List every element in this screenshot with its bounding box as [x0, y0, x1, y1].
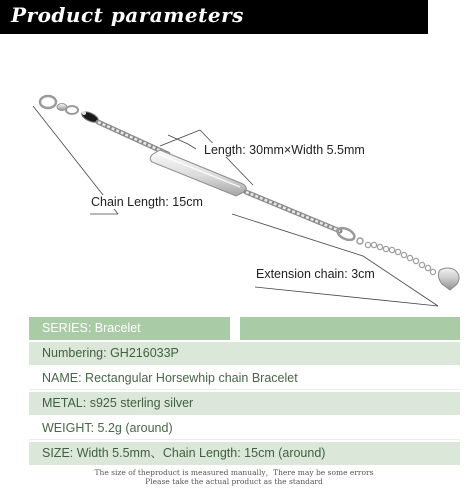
- product-image: [0, 34, 468, 310]
- spec-row-metal: [29, 392, 460, 417]
- spec-weight: WEIGHT: 5.2g (around): [29, 417, 460, 440]
- heart-charm: [438, 268, 459, 290]
- extension-chain-label: Extension chain: 3cm: [256, 267, 375, 281]
- page-title: Product parameters: [11, 3, 244, 27]
- spec-row-name: [29, 367, 460, 392]
- spec-size: SIZE: Width 5.5mm、Chain Length: 15cm (around): [29, 442, 460, 465]
- chain-length-label: Chain Length: 15cm: [91, 195, 203, 209]
- spec-row-size: [29, 442, 460, 467]
- spec-series: SERIES: Bracelet: [29, 317, 230, 340]
- header-bar: [0, 0, 428, 34]
- footnote-measurement: The size of theproduct is measured manually，There may be some errors: [94, 468, 374, 477]
- bracelet-illustration: [0, 34, 468, 310]
- spec-name: NAME: Rectangular Horsewhip chain Bracelet: [29, 367, 460, 390]
- spec-row-blank-cell: [240, 317, 460, 340]
- spec-numbering: Numbering: GH216033P: [29, 342, 460, 365]
- plate-size-label: Length: 30mm×Width 5.5mm: [204, 143, 365, 157]
- spec-row-weight: [29, 417, 460, 442]
- spec-metal: METAL: s925 sterling silver: [29, 392, 460, 415]
- extension-chain: [365, 242, 435, 274]
- spec-row-series: [29, 317, 460, 342]
- clasp: [40, 96, 100, 124]
- footnote-standard: Please take the actual product as the standard: [145, 477, 323, 486]
- spec-row-numbering: [29, 342, 460, 367]
- spec-table: [29, 317, 460, 467]
